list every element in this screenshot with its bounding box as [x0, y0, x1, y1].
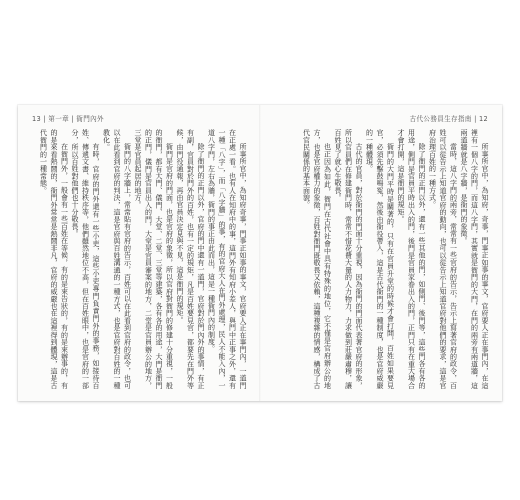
- left-page-body: [30, 129, 248, 389]
- book-spread: [18, 105, 502, 401]
- paragraph: 在衙門外，一般會有一些百姓在等候，有的是來告狀的，有的是來辦事的，有的是來看熱鬧的，衙門外常常是熱鬧非凡，官府的威嚴也在這裡得到體現，這是古代衙門的一種常態。: [39, 129, 69, 389]
- paragraph: 有時，官府的門外還有一些小吏，這些小吏專門負責門外的事務，如接待百姓、傳遞文書、維持秩序等，他們雖然地位不高，但在百姓眼中，也是官府的一部分，所以百姓對他們也十分敬畏。: [71, 129, 100, 389]
- paragraph: 所事所官中，為知府，奇事，門事正如事的事文，官府要人正在事門內，在這裡有一個八字的門，而這八字門，其實就是衙門的大門，在門的兩旁有兩道牆，這兩道牆就是八字牆，是衙門的象徵。: [460, 129, 489, 389]
- paragraph: 古代的官員，對於衙門的門面十分重視，因為衙門的門面代表著官府的形象，所以官員們在修建衙門時，常常不惜花費大量的人力物力，力求做到莊嚴肅穆，讓百姓見了就心生敬畏。: [334, 129, 363, 389]
- paragraph: 衙門的八字牆上，常常貼有官府的告示，百姓可以在此看到官府的政令，也可以在此看到官府的判決，這是官府與百姓溝通的一種方式，也是官府對百姓的一種教化。: [102, 129, 132, 389]
- right-page-text: [301, 129, 490, 389]
- paragraph: 除了衙門的正門以外，還有一些其他的門，如側門、後門等，這些門各有各的用途，側門是官員平時出入的門，後門是官員家眷出入的門，正門只有在重大場合才會打開，這是衙門的規矩。: [397, 129, 426, 389]
- left-page: [18, 105, 260, 401]
- paragraph: 衙門的大門平時是關著的，只有在官員升堂的時候才會打開，百姓如果要見官，必須先擊鼓鳴冤，然後由衙役帶入，這是古代衙門的一種制度，也是官府威嚴的一種體現。: [365, 129, 395, 389]
- paragraph: 當時，這八字門的兩旁，常常有一些官府的告示，告示上寫著官府的政令，百姓可以從告示上知道官府的動向，也可以從告示上知道官府對他們的要求，這是官府治理百姓的一種方式。: [428, 129, 458, 389]
- paragraph: 衙門是官府的門面，也是官府的象徵，所以官府對衙門的修建十分重視，一般的衙門，都有大門、儀門、大堂、二堂、三堂等建築，各有各的用途，大門是衙門的正門，儀門是官員出入的門，大堂是官員審案的地方，二堂是官員辦公的地方，三堂是官員起居的地方。: [134, 129, 174, 389]
- right-page: [260, 105, 502, 401]
- left-page-text: [38, 129, 248, 389]
- right-page-header: 古代公務員生存指南 | 12: [409, 115, 488, 123]
- paragraph: 除了衙門的正門以外，官府的門中還有一道門，官府對於門內外的事情，有正有副，官員對於門外的百姓，也有一定的規矩，凡是百姓要見官，都要先在門外等候，由門役通報，再由官員決定見與不見，這是衙門的規矩。: [176, 129, 205, 389]
- paragraph: 所事所官中，為知府奇事，門事正如事的事文，官府要人正在事門內，一道門在正處一看。也有人在知府中的事，這門外有知府小差人，與門中正事之外，還有一種「八字」，而「八字牆」的事，有的官府大人在門外處理，民人不能入內，一道八字門，左右為牆，衙門的事正由此而出，這是一種衙門內的制度。: [207, 129, 247, 389]
- paragraph: 也正因為如此，衙門在古代社會中具有特殊的地位，它不僅是官府辦公的地方，也是官府權力的象徵，百姓對衙門既敬畏又依賴，這種複雜的情感，構成了古代官民關係的基本面貌。: [302, 129, 332, 389]
- right-page-body: [272, 129, 490, 389]
- left-page-header: 13 | 第一章 | 衙門內外: [32, 115, 104, 123]
